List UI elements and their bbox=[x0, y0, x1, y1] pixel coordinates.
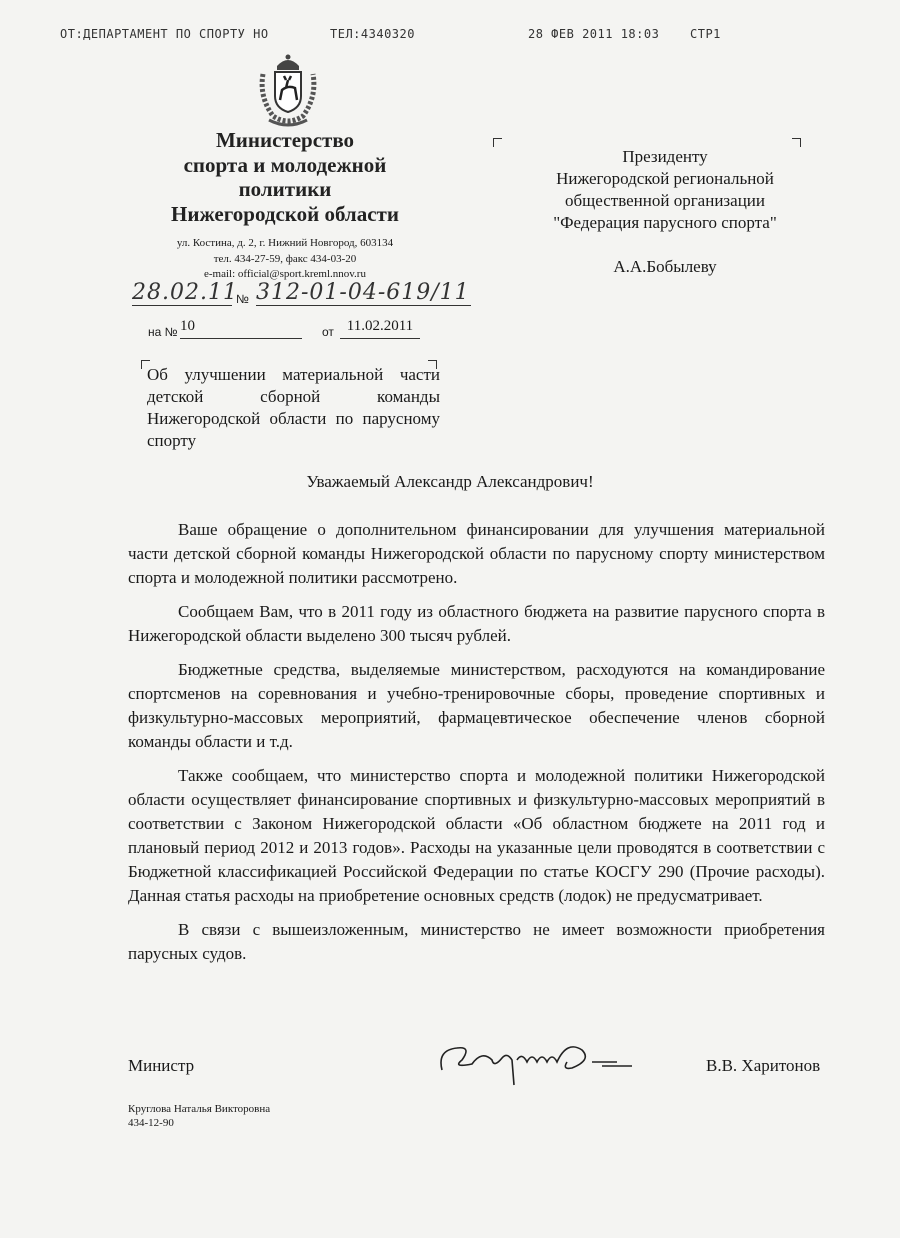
ministry-contacts bbox=[150, 236, 420, 283]
signatory-name: В.В. Харитонов bbox=[706, 1056, 821, 1075]
fax-phone: ТЕЛ:4340320 bbox=[330, 27, 415, 41]
reference-label: на № bbox=[148, 325, 178, 339]
executor-info bbox=[128, 1102, 270, 1130]
ministry-email: e-mail: official@sport.kreml.nnov.ru bbox=[204, 268, 366, 280]
signatory-position: Министр bbox=[128, 1056, 195, 1075]
letter-subject: Об улучшении материальной части детской сборной команды Нижегородской области по парусному спорту bbox=[147, 365, 440, 450]
registration-number-label: № bbox=[236, 292, 249, 306]
corner-mark bbox=[493, 138, 502, 147]
fax-sender: ОТ:ДЕПАРТАМЕНТ ПО СПОРТУ НО bbox=[60, 27, 269, 41]
reference-date-label: от bbox=[322, 325, 334, 339]
fax-page: СТР1 bbox=[690, 27, 721, 41]
registration-number: 312-01-04-619/11 bbox=[256, 280, 470, 305]
coat-of-arms-icon bbox=[255, 52, 321, 128]
addressee-line: "Федерация парусного спорта" bbox=[553, 213, 777, 232]
greeting: Уважаемый Александр Александрович! bbox=[306, 472, 594, 491]
addressee-line: Президенту bbox=[622, 147, 708, 166]
paragraph: Сообщаем Вам, что в 2011 году из областного бюджета на развитие парусного спорта в Нижегородской области выделено 300 тысяч рублей. bbox=[128, 602, 825, 645]
addressee-line: Нижегородской региональной bbox=[556, 169, 774, 188]
paragraph: В связи с вышеизложенным, министерство не имеет возможности приобретения парусных судов. bbox=[128, 920, 825, 963]
registration-date: 28.02.11 bbox=[132, 280, 238, 305]
reference-date: 11.02.2011 bbox=[340, 318, 420, 339]
paragraph: Бюджетные средства, выделяемые министерством, расходуются на командирование спортсменов на соревнования и учебно-тренировочные сборы, проведение спортивных и физкультурно-массовых мероприятий, фармацевтическое обеспечение членов сборной команды области и т.д. bbox=[128, 660, 825, 751]
addressee-name: А.А.Бобылеву bbox=[613, 257, 717, 276]
ministry-name bbox=[140, 128, 430, 226]
addressee-block bbox=[520, 146, 810, 278]
ministry-line: политики bbox=[238, 177, 332, 201]
handwritten-signature bbox=[432, 1030, 652, 1090]
ministry-line: Нижегородской области bbox=[171, 201, 399, 226]
addressee-line: общественной организации bbox=[565, 191, 765, 210]
letter-body bbox=[128, 518, 825, 976]
executor-phone: 434-12-90 bbox=[128, 1117, 174, 1129]
fax-datetime: 28 ФЕВ 2011 18:03 bbox=[528, 27, 660, 41]
ministry-address: ул. Костина, д. 2, г. Нижний Новгород, 603134 bbox=[176, 237, 394, 249]
paragraph: Ваше обращение о дополнительном финансировании для улучшения материальной части детской сборной команды Нижегородской области по парусному спорту министерством спорта и молодежной политики рассмотрено. bbox=[128, 520, 825, 587]
paragraph: Также сообщаем, что министерство спорта и молодежной политики Нижегородской области осуществляет финансирование спортивных и физкультурно-массовых мероприятий в соответствии с Законом Нижегородской области «Об областном бюджете на 2011 год и плановый период 2012 и 2013 годов». Расходы на указанные цели проводятся в соответствии с Бюджетной классификацией Российской Федерации по статье КОСГУ 290 (Прочие расходы). Данная статья расходы на приобретение основных средств (лодок) не предусматривает. bbox=[128, 766, 825, 905]
reference-number: 10 bbox=[180, 318, 302, 339]
executor-name: Круглова Наталья Викторовна bbox=[128, 1103, 271, 1115]
ministry-phones: тел. 434-27-59, факс 434-03-20 bbox=[213, 252, 357, 265]
ministry-line: Министерство bbox=[215, 128, 355, 152]
ministry-line: спорта и молодежной bbox=[183, 152, 387, 177]
